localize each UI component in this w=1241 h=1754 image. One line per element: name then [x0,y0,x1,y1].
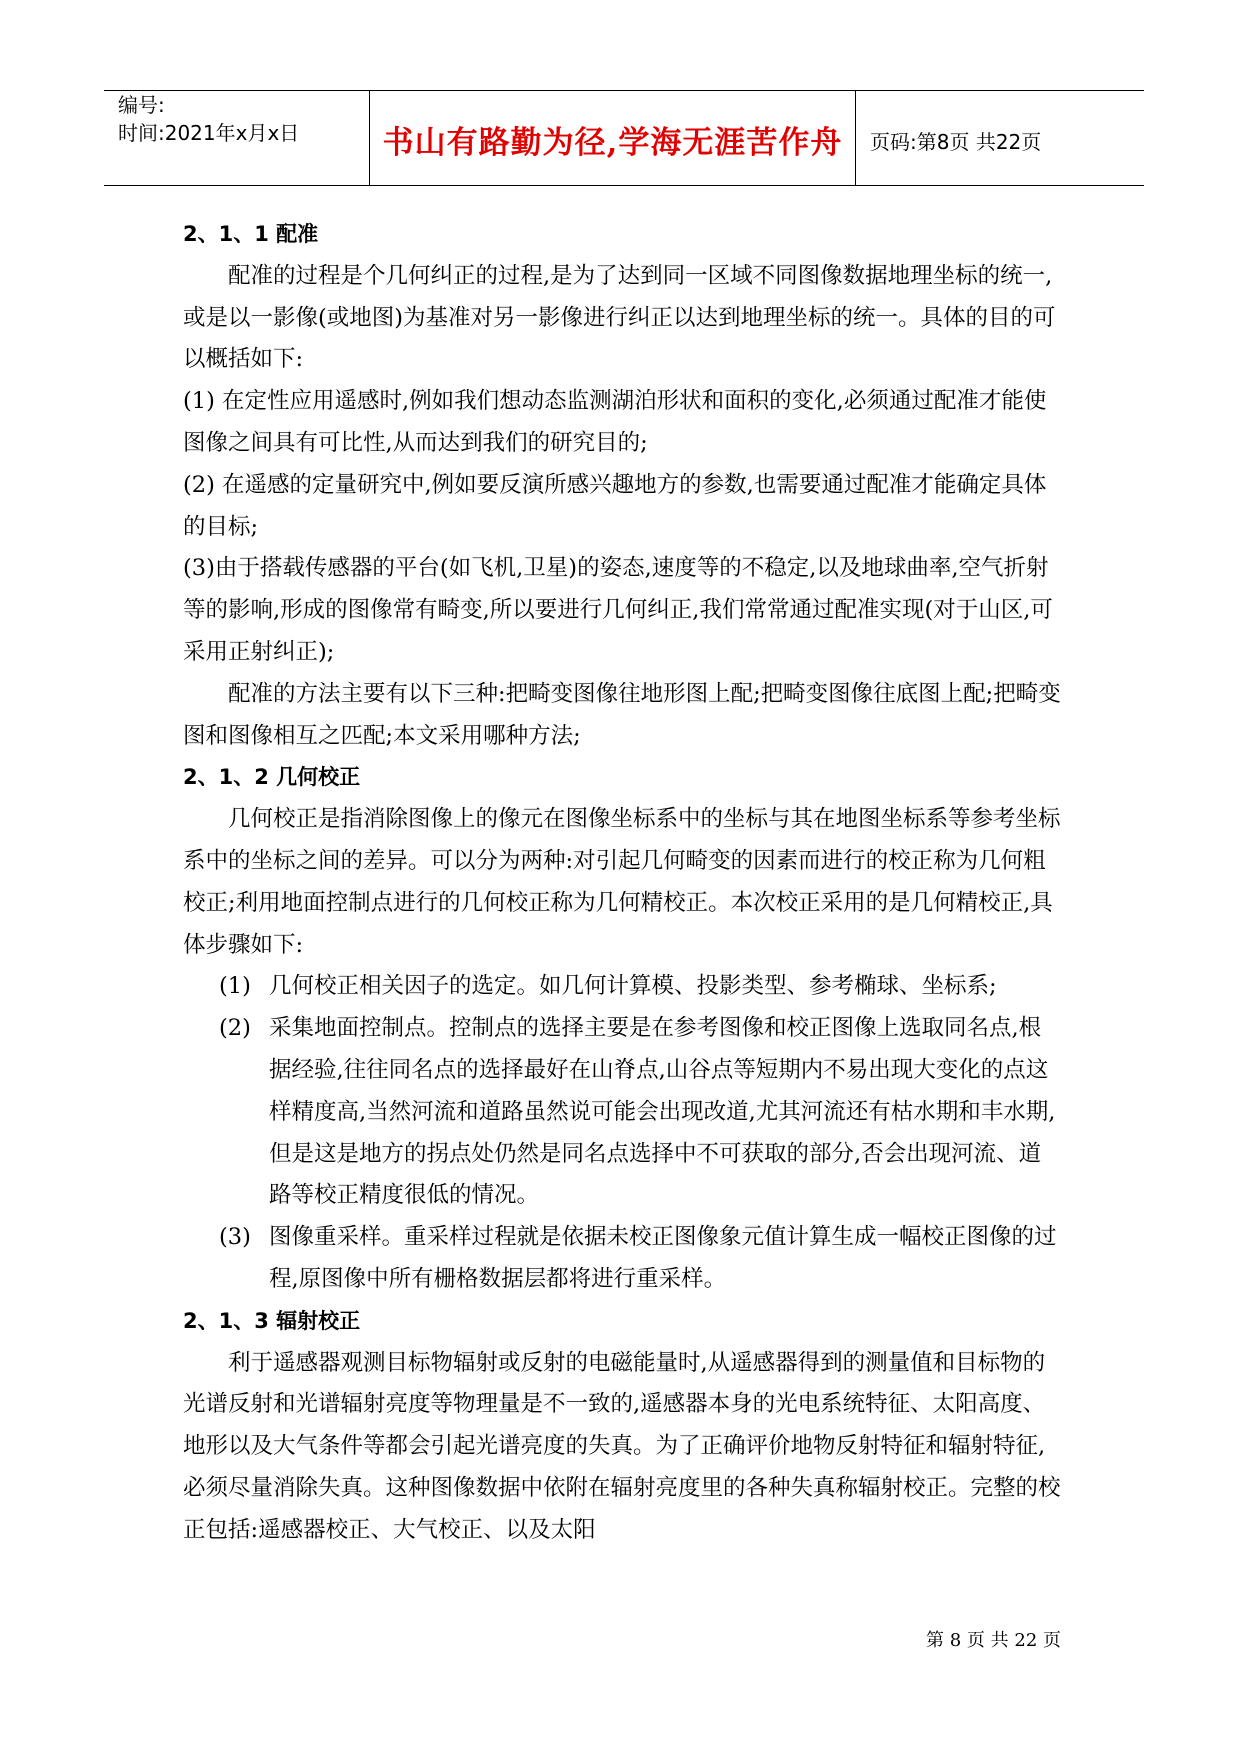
document-body [183,214,1063,1552]
page-label: 页码:第8页 共22页 [870,130,1042,154]
list-text: 采集地面控制点。控制点的选择主要是在参考图像和校正图像上选取同名点,根据经验,往往同名点的选择最好在山脊点,山谷点等短期内不易出现大变化的点这样精度高,当然河流和道路虽然说可能会出现改道,尤其河流还有枯水期和丰水期,但是这是地方的拐点处仍然是同名点选择中不可获取的部分,否会出现河流、道路等校正精度很低的情况。 [269,1015,1056,1209]
section-heading: 2、1、2 几何校正 [183,765,361,790]
header-meta [104,91,369,185]
paragraph: 几何校正是指消除图像上的像元在图像坐标系中的坐标与其在地图坐标系等参考坐标系中的坐标之间的差异。可以分为两种:对引起几何畸变的因素而进行的校正称为几何粗校正;利用地面控制点进行的几何校正称为几何精校正。本次校正采用的是几何精校正,具体步骤如下: [183,806,1061,958]
section-heading: 2、1、3 辐射校正 [183,1308,361,1333]
paragraph: 利于遥感器观测目标物辐射或反射的电磁能量时,从遥感器得到的测量值和目标物的光谱反射和光谱辐射亮度等物理量是不一致的,遥感器本身的光电系统特征、太阳高度、地形以及大气条件等都会引起光谱亮度的失真。为了正确评价地物反射特征和辐射特征,必须尽量消除失真。这种图像数据中依附在辐射亮度里的各种失真称辐射校正。完整的校正包括:遥感器校正、大气校正、以及太阳 [183,1349,1061,1543]
list-number: (1) [219,973,251,1000]
list-item [183,966,1063,1008]
list-number: (3) [219,1224,251,1251]
list-item: (2) 在遥感的定量研究中,例如要反演所感兴趣地方的参数,也需要通过配准才能确定具体的目标; [183,471,1047,540]
list-number: (2) [219,1015,251,1042]
list-text: 图像重采样。重采样过程就是依据未校正图像象元值计算生成一幅校正图像的过程,原图像中所有栅格数据层都将进行重采样。 [269,1224,1057,1292]
header-page-cell [856,91,1144,185]
list-item [183,1217,1063,1301]
document-header [104,90,1144,186]
list-item [183,1008,1063,1217]
header-motto-cell [369,91,856,185]
number-label: 编号: [118,93,165,117]
motto: 书山有路勤为径,学海无涯苦作舟 [382,125,843,161]
page-footer: 第 8 页 共 22 页 [926,1630,1061,1651]
list-text: 几何校正相关因子的选定。如几何计算模、投影类型、参考椭球、坐标系; [269,973,997,1000]
list-item: (1) 在定性应用遥感时,例如我们想动态监测湖泊形状和面积的变化,必须通过配准才能使图像之间具有可比性,从而达到我们的研究目的; [183,388,1047,456]
list-item: (3)由于搭载传感器的平台(如飞机,卫星)的姿态,速度等的不稳定,以及地球曲率,空气折射等的影响,形成的图像常有畸变,所以要进行几何纠正,我们常常通过配准实现(对于山区,可采用正射纠正); [183,555,1053,665]
paragraph: 配准的方法主要有以下三种:把畸变图像往地形图上配;把畸变图像往底图上配;把畸变图和图像相互之匹配;本文采用哪种方法; [183,680,1061,749]
time-label: 时间:2021年x月x日 [118,121,300,145]
paragraph: 配准的过程是个几何纠正的过程,是为了达到同一区域不同图像数据地理坐标的统一,或是以一影像(或地图)为基准对另一影像进行纠正以达到地理坐标的统一。具体的目的可以概括如下: [183,262,1056,373]
section-heading: 2、1、1 配准 [183,222,319,246]
